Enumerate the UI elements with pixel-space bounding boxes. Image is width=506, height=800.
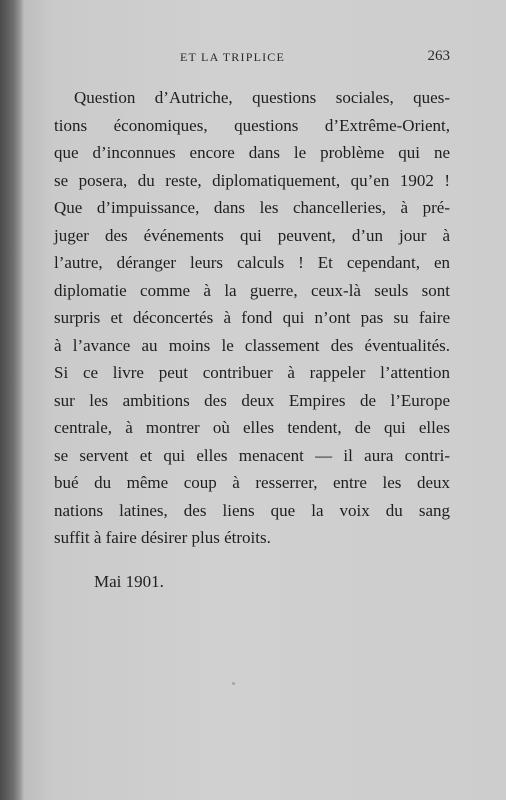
text-line: suffit à faire désirer plus étroits. bbox=[54, 528, 271, 547]
text-line: diplomatie comme à la guerre, ceux-là seuls sont bbox=[54, 280, 450, 300]
text-line: nations latines, des liens que la voix du sang bbox=[54, 500, 450, 520]
signature-date: Mai 1901. bbox=[94, 572, 164, 591]
text-line: Que d’impuissance, dans les chancelleries, à pré- bbox=[54, 198, 450, 217]
text-line: se servent et qui elles menacent — il aura contri- bbox=[54, 445, 450, 465]
book-spine-edge bbox=[0, 0, 24, 800]
running-title: ET LA TRIPLICE bbox=[180, 50, 286, 64]
body-paragraph bbox=[54, 84, 450, 552]
text-line: Si ce livre peut contribuer à rappeler l’attention bbox=[54, 363, 450, 382]
text-line: se posera, du reste, diplomatiquement, qu’en 1902 ! bbox=[54, 170, 450, 190]
page-number: 263 bbox=[427, 48, 450, 64]
text-line: que d’inconnues encore dans le problème qui ne bbox=[54, 143, 450, 162]
text-line: sur les ambitions des deux Empires de l’Europe bbox=[54, 390, 450, 410]
text-line: surpris et déconcertés à fond qui n’ont pas su faire bbox=[54, 308, 450, 327]
text-line: à l’avance au moins le classement des éventualités. bbox=[54, 335, 450, 355]
text-line: Question d’Autriche, questions sociales, ques- bbox=[74, 88, 450, 107]
text-line: centrale, à montrer où elles tendent, de qui elles bbox=[54, 418, 450, 437]
text-line: bué du même coup à resserrer, entre les deux bbox=[54, 473, 450, 492]
text-line: tions économiques, questions d’Extrême-Orient, bbox=[54, 115, 450, 135]
paper-speck bbox=[232, 682, 235, 685]
text-line: juger des événements qui peuvent, d’un jour à bbox=[54, 225, 450, 245]
text-line: l’autre, déranger leurs calculs ! Et cependant, en bbox=[54, 253, 450, 272]
